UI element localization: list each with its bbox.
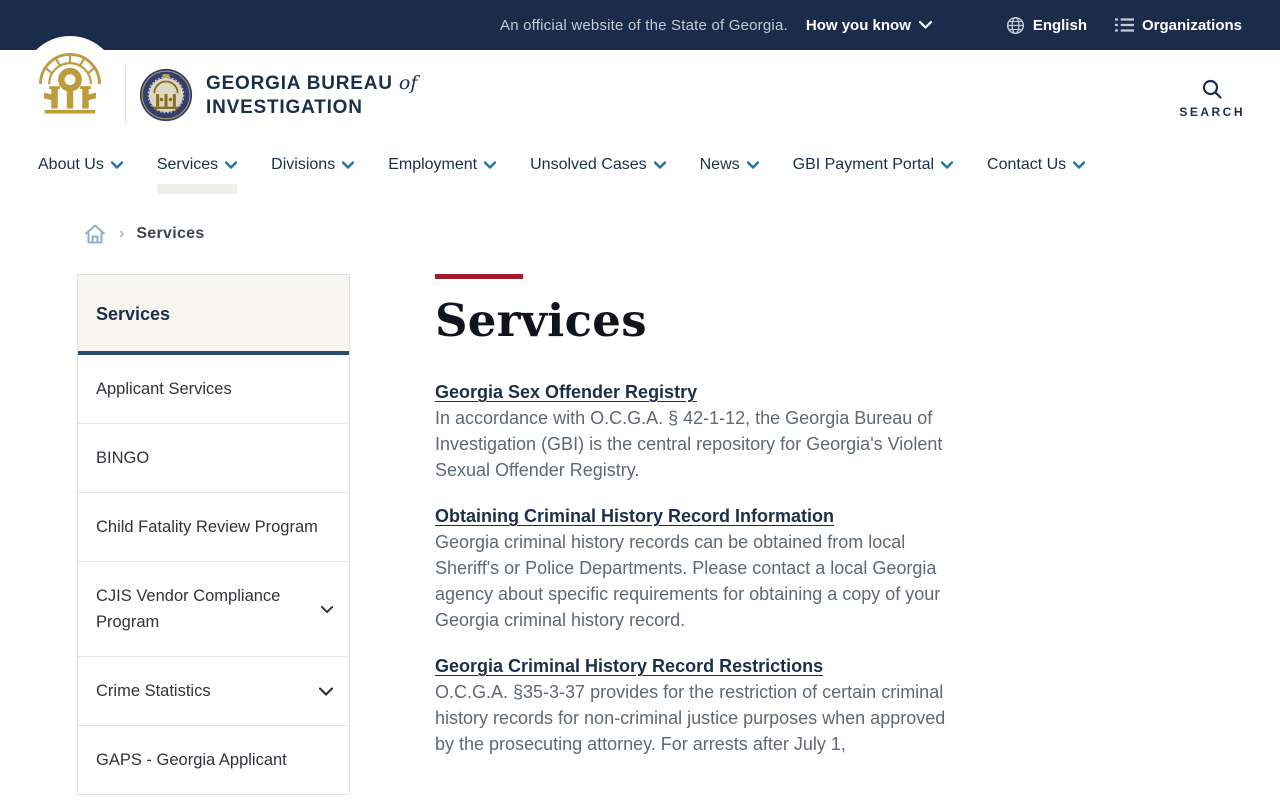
sidebar-item-child-fatality-review-program[interactable]	[78, 493, 349, 562]
list-icon	[1115, 17, 1134, 33]
service-entries	[435, 379, 955, 757]
chevron-down-icon	[342, 161, 354, 169]
sidebar-item-applicant-services[interactable]	[78, 355, 349, 424]
how-you-know-button[interactable]	[806, 17, 932, 34]
main-content	[435, 274, 955, 777]
nav-label: News	[699, 156, 740, 173]
chevron-down-icon	[747, 161, 759, 169]
service-description: O.C.G.A. §35-3-37 provides for the restriction of certain criminal history records for non-criminal justice purposes when approved by the prosecuting attorney. For arrests after July 1,	[435, 682, 946, 754]
official-text: An official website of the State of Georgia.	[500, 16, 788, 34]
breadcrumb-separator: ›	[119, 225, 125, 242]
agency-title[interactable]	[206, 71, 417, 120]
nav-label: Contact Us	[987, 156, 1067, 173]
sidebar-item-label: CJIS Vendor Compliance Program	[96, 587, 281, 631]
sidebar-item-gaps-georgia-applicant[interactable]	[78, 726, 349, 795]
nav-label: About Us	[38, 156, 104, 173]
nav-label: Unsolved Cases	[530, 156, 647, 173]
georgia-arch-logo[interactable]	[22, 36, 118, 132]
page-title: Services	[435, 294, 647, 347]
nav-label: Services	[156, 156, 219, 173]
nav-label: GBI Payment Portal	[792, 156, 935, 173]
nav-item-news[interactable]	[700, 156, 759, 178]
agency-line1: GEORGIA BUREAU	[206, 72, 393, 94]
nav-item-contact-us[interactable]	[987, 156, 1085, 178]
chevron-down-icon[interactable]	[321, 605, 333, 614]
nav-item-unsolved-cases[interactable]	[530, 156, 666, 178]
sidebar-item-label: Child Fatality Review Program	[96, 518, 318, 536]
georgia-arch-icon	[34, 48, 106, 120]
service-entry	[435, 503, 955, 633]
service-link-georgia-criminal-history-record-restrictions[interactable]: Georgia Criminal History Record Restrictions	[435, 656, 824, 676]
nav-item-gbi-payment-portal[interactable]	[793, 156, 953, 178]
main-nav	[0, 142, 1280, 212]
nav-item-about-us[interactable]	[38, 156, 123, 178]
nav-label: Divisions	[271, 156, 336, 173]
language-label: English	[1032, 16, 1087, 34]
chevron-down-icon	[1073, 161, 1085, 169]
nav-label: Employment	[388, 156, 478, 173]
official-banner	[0, 0, 1280, 50]
sidebar-item-crime-statistics[interactable]	[78, 657, 349, 726]
sidebar-item-label: Services	[96, 304, 171, 324]
official-banner-right	[1006, 16, 1242, 35]
chevron-down-icon	[484, 161, 496, 169]
home-icon	[83, 222, 107, 246]
service-description: Georgia criminal history records can be obtained from local Sheriff's or Police Departments. Please contact a local Georgia agency about specific requirements for obtaining a copy of your Georgia criminal history record.	[435, 532, 941, 630]
breadcrumb-current: Services	[136, 225, 205, 242]
sidebar-item-services[interactable]	[78, 275, 349, 355]
sidebar-item-label: Crime Statistics	[96, 682, 211, 700]
service-link-georgia-sex-offender-registry[interactable]: Georgia Sex Offender Registry	[435, 382, 698, 402]
breadcrumb	[83, 222, 1280, 246]
content-area	[0, 246, 1280, 795]
service-link-obtaining-criminal-history-record-information[interactable]: Obtaining Criminal History Record Information	[435, 506, 835, 526]
chevron-down-icon[interactable]	[319, 687, 333, 696]
search-icon	[1200, 77, 1224, 101]
title-accent-rule	[435, 274, 523, 279]
agency-line2: INVESTIGATION	[206, 96, 363, 118]
search-button[interactable]	[1179, 77, 1245, 119]
sidebar-item-label: BINGO	[96, 449, 150, 467]
chevron-down-icon	[919, 21, 932, 29]
service-entry	[435, 379, 955, 483]
sidebar-item-label: Applicant Services	[96, 380, 232, 398]
official-banner-left	[500, 17, 932, 34]
chevron-down-icon	[225, 161, 237, 169]
chevron-down-icon	[941, 161, 953, 169]
agency-of: of	[398, 71, 418, 94]
service-entry	[435, 653, 955, 757]
sidebar-item-label: GAPS - Georgia Applicant	[96, 751, 287, 769]
sidebar-menu	[77, 274, 350, 795]
search-label: SEARCH	[1179, 105, 1245, 119]
gbi-seal-logo[interactable]	[139, 68, 193, 122]
logo-divider	[125, 66, 126, 124]
site-header	[0, 50, 1280, 142]
chevron-down-icon	[654, 161, 666, 169]
organizations-label: Organizations	[1141, 16, 1242, 34]
organizations-button[interactable]	[1115, 17, 1242, 34]
nav-item-employment[interactable]	[388, 156, 496, 178]
globe-icon	[1006, 16, 1025, 35]
language-button[interactable]	[1006, 16, 1087, 35]
nav-item-divisions[interactable]	[271, 156, 354, 178]
chevron-down-icon	[111, 161, 123, 169]
how-you-know-label: How you know	[805, 16, 911, 34]
service-description: In accordance with O.C.G.A. § 42-1-12, the Georgia Bureau of Investigation (GBI) is the central repository for Georgia's Violent Sexual Offender Registry.	[435, 408, 943, 480]
nav-item-services[interactable]	[157, 156, 237, 178]
sidebar-item-bingo[interactable]	[78, 424, 349, 493]
home-link[interactable]	[83, 222, 107, 246]
sidebar-item-cjis-vendor-compliance-program[interactable]	[78, 562, 349, 657]
